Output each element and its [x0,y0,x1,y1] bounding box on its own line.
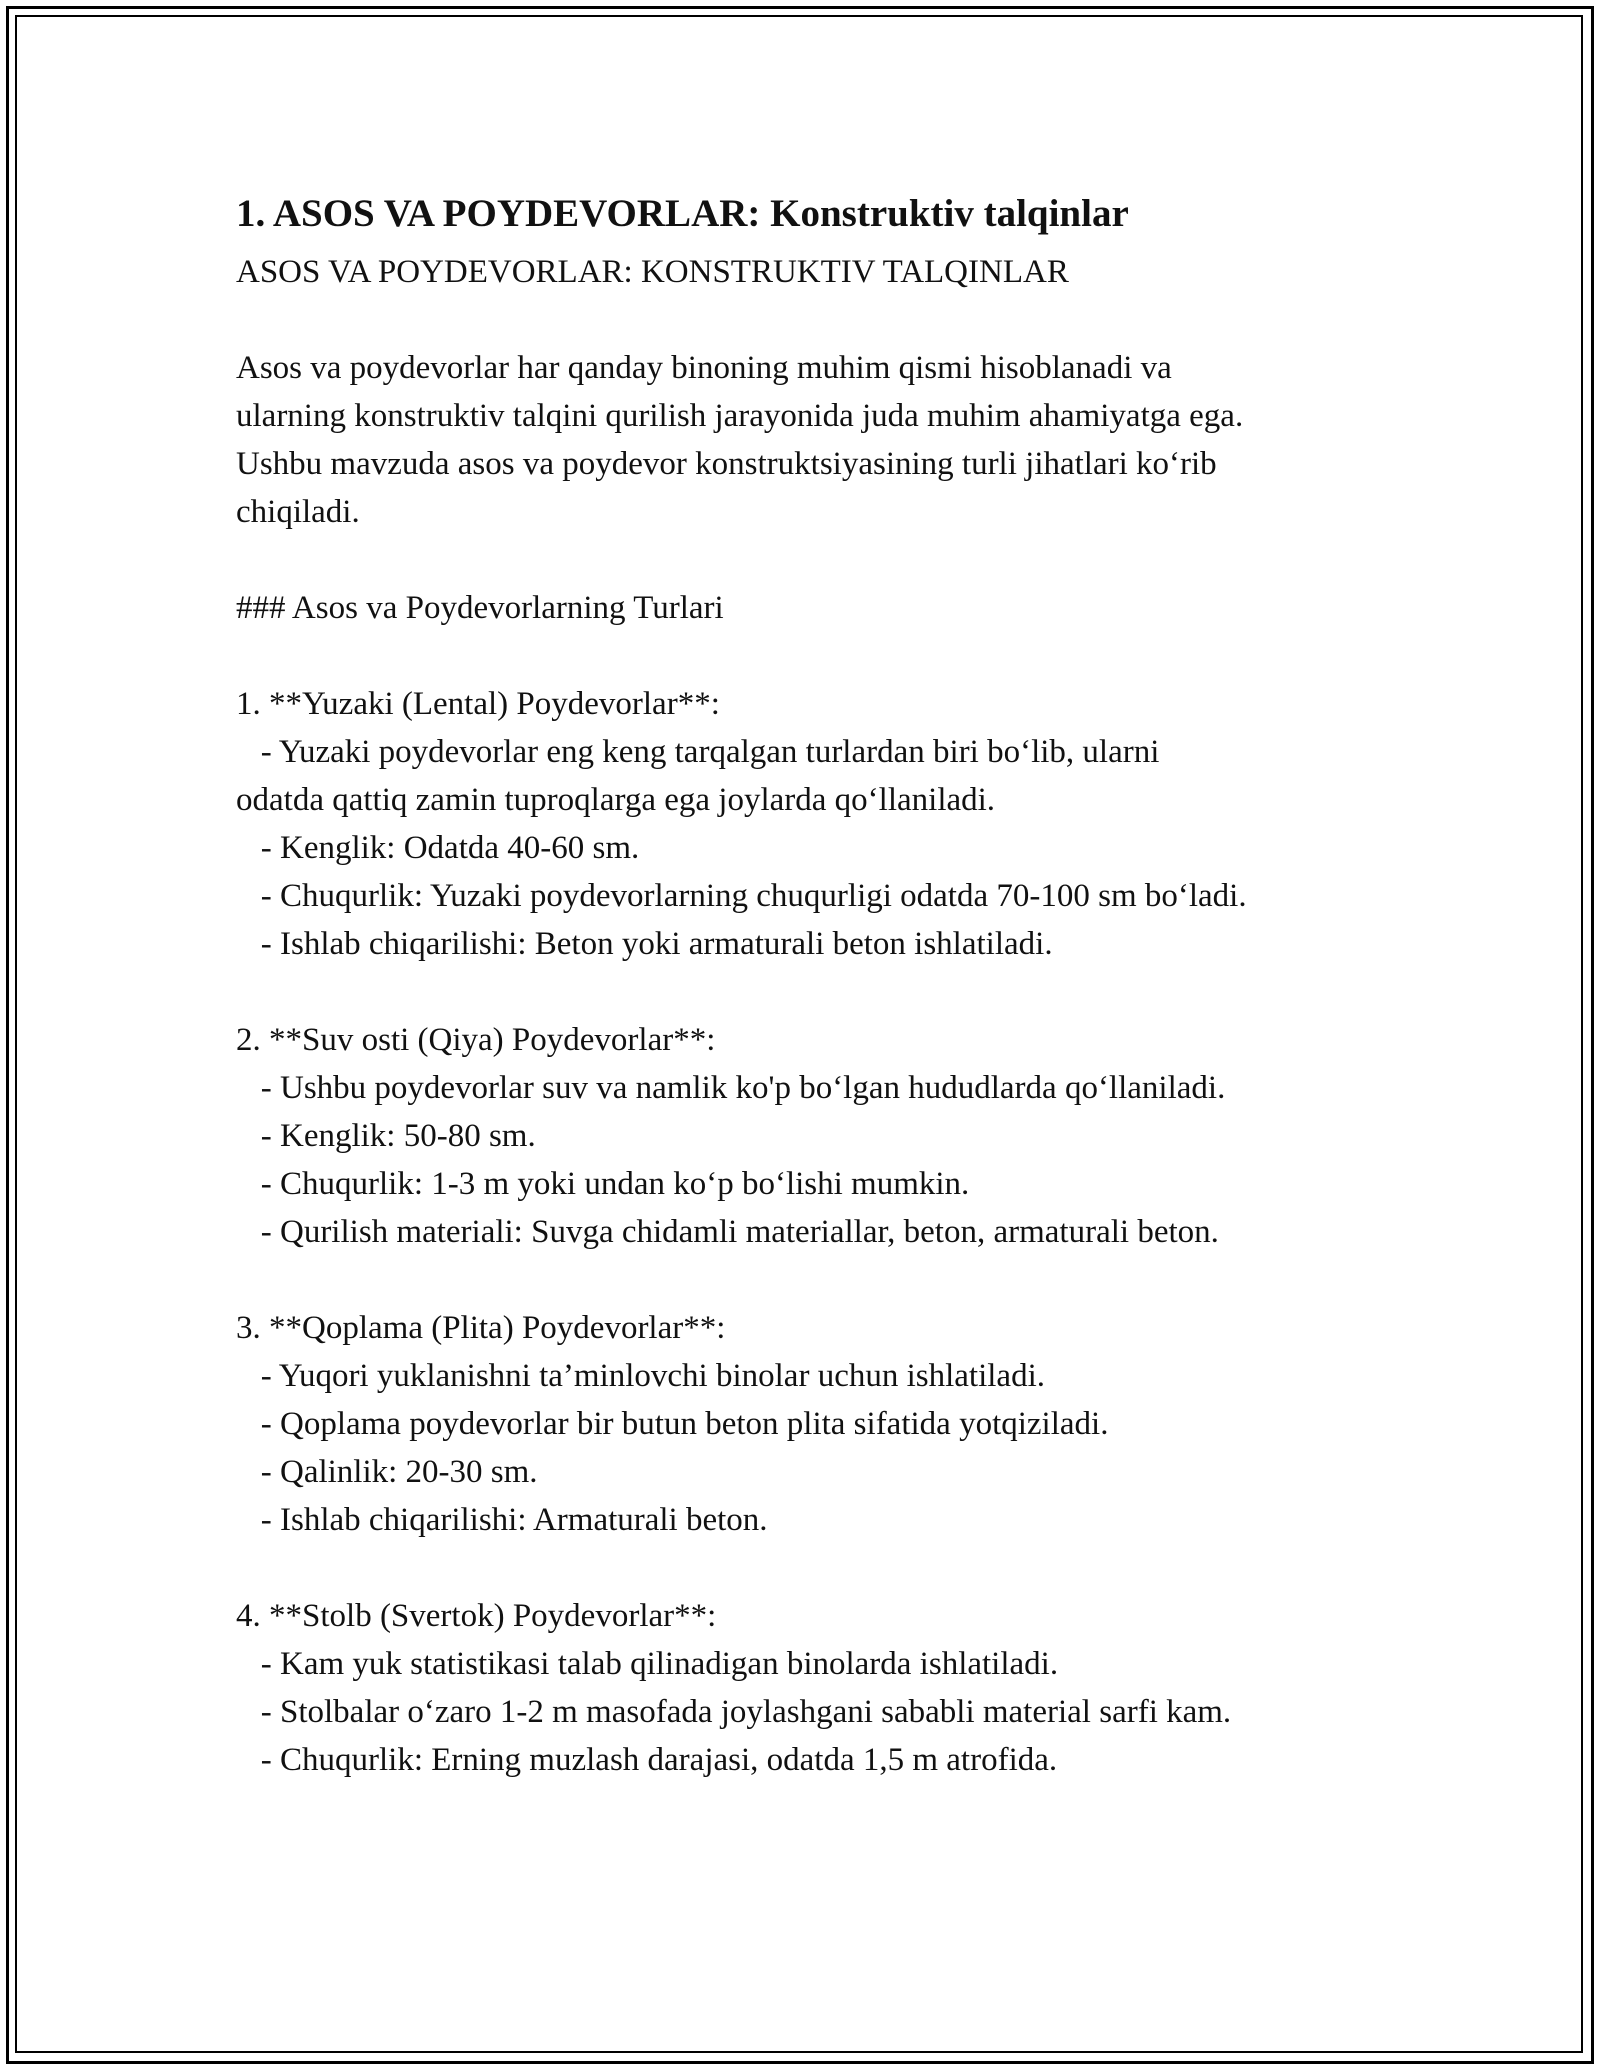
type-line: - Kam yuk statistikasi talab qilinadigan binolarda ishlatiladi. [236,1646,1059,1682]
document-subtitle: ASOS VA POYDEVORLAR: KONSTRUKTIV TALQINLAR [236,254,1069,290]
type-line: - Ishlab chiqarilishi: Beton yoki armaturali beton ishlatiladi. [236,926,1053,962]
type-line: - Qurilish materiali: Suvga chidamli materiallar, beton, armaturali beton. [236,1214,1219,1250]
document-body [236,186,1396,1784]
type-item-4 [236,1592,1396,1784]
spacer [236,536,1396,584]
page-title: 1. ASOS VA POYDEVORLAR: Konstruktiv talqinlar [236,192,1129,235]
type-line: - Ushbu poydevorlar suv va namlik ko'p bo‘lgan hududlarda qo‘llaniladi. [236,1070,1226,1106]
type-line: - Qalinlik: 20-30 sm. [236,1454,538,1490]
type-line: - Stolbalar o‘zaro 1-2 m masofada joylashgani sababli material sarfi kam. [236,1694,1232,1730]
spacer [236,968,1396,1016]
type-title: 2. **Suv osti (Qiya) Poydevorlar**: [236,1022,716,1058]
intro-line: Asos va poydevorlar har qanday binoning muhim qismi hisoblanadi va [236,350,1172,386]
type-line: - Chuqurlik: Erning muzlash darajasi, odatda 1,5 m atrofida. [236,1742,1058,1778]
spacer [236,632,1396,680]
type-line: odatda qattiq zamin tuproqlarga ega joylarda qo‘llaniladi. [236,782,996,818]
type-title: 3. **Qoplama (Plita) Poydevorlar**: [236,1310,726,1346]
spacer [236,296,1396,344]
type-line: - Ishlab chiqarilishi: Armaturali beton. [236,1502,768,1538]
intro-paragraph [236,344,1396,536]
intro-line: Ushbu mavzuda asos va poydevor konstruktsiyasining turli jihatlari ko‘rib [236,446,1217,482]
type-line: - Yuzaki poydevorlar eng keng tarqalgan turlardan biri bo‘lib, ularni [236,734,1160,770]
type-line: - Chuqurlik: Yuzaki poydevorlarning chuqurligi odatda 70-100 sm bo‘ladi. [236,878,1247,914]
type-item-3 [236,1304,1396,1544]
type-item-2 [236,1016,1396,1256]
spacer [236,1544,1396,1592]
intro-line: ularning konstruktiv talqini qurilish jarayonida juda muhim ahamiyatga ega. [236,398,1244,434]
type-line: - Kenglik: 50-80 sm. [236,1118,536,1154]
type-title: 4. **Stolb (Svertok) Poydevorlar**: [236,1598,717,1634]
intro-line: chiqiladi. [236,494,360,530]
type-line: - Chuqurlik: 1-3 m yoki undan ko‘p bo‘lishi mumkin. [236,1166,970,1202]
section-heading: ### Asos va Poydevorlarning Turlari [236,590,724,626]
type-line: - Yuqori yuklanishni ta’minlovchi binolar uchun ishlatiladi. [236,1358,1045,1394]
type-line: - Qoplama poydevorlar bir butun beton plita sifatida yotqiziladi. [236,1406,1109,1442]
type-item-1 [236,680,1396,968]
spacer [236,1256,1396,1304]
type-title: 1. **Yuzaki (Lental) Poydevorlar**: [236,686,720,722]
type-line: - Kenglik: Odatda 40-60 sm. [236,830,640,866]
